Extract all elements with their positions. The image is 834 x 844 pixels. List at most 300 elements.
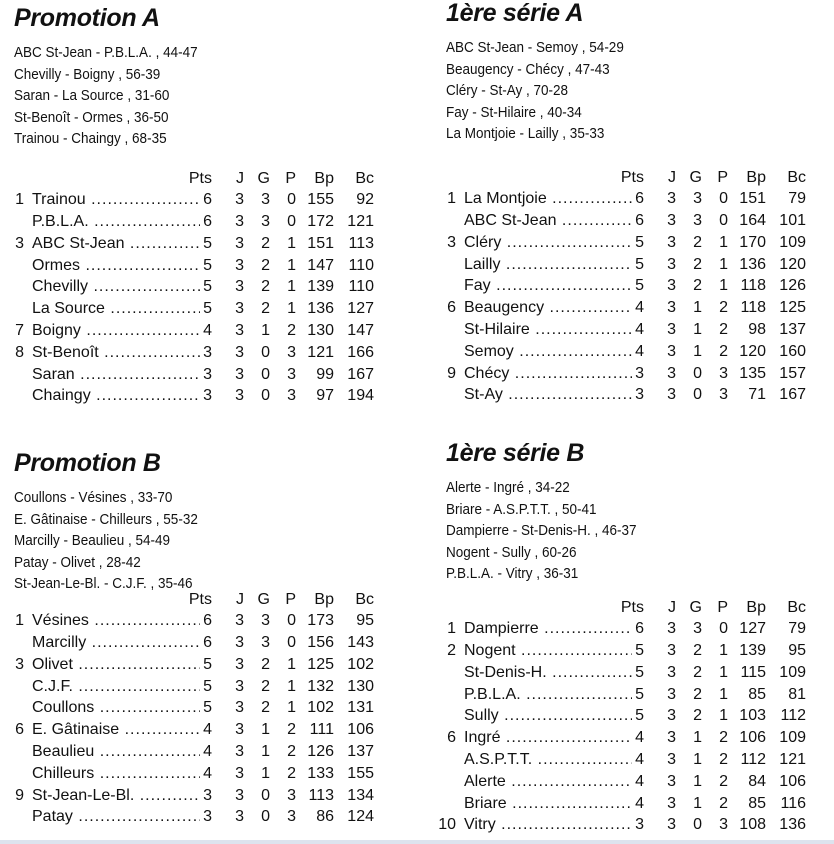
stat-bp: 106 [739,729,766,747]
team-name: Ingré ..... [464,727,632,749]
stat-p: 3 [287,786,296,804]
result-line: P.B.L.A. - Vitry , 36-31 [446,565,579,582]
stat-j: 3 [667,685,676,703]
stat-bp: 172 [307,213,334,231]
stat-pts: 5 [635,707,644,725]
stat-bp: 132 [307,677,334,695]
stat-j: 3 [667,321,676,339]
stat-g: 2 [693,642,702,660]
stat-pts: 6 [203,191,212,209]
column-header: Pts [188,169,212,187]
result-line: St-Benoît - Ormes , 36-50 [14,108,169,126]
stat-pts: 3 [635,386,644,404]
table-row [446,297,834,319]
stat-bc: 120 [779,255,806,273]
stat-bp: 136 [739,255,766,273]
stat-bc: 102 [347,655,374,673]
stat-p: 1 [719,255,728,273]
stat-p: 1 [719,277,728,295]
rank: 6 [447,299,456,317]
stat-g: 0 [261,808,270,826]
stat-pts: 6 [203,634,212,652]
section-title: 1ère série A [446,0,584,27]
result-line: Fay - St-Hilaire , 40-34 [446,103,582,121]
column-header: P [717,168,728,186]
stat-pts: 4 [635,751,644,769]
stat-bp: 173 [307,612,334,630]
stat-pts: 3 [635,816,644,834]
team-name: Olivet ..... [32,654,200,676]
stat-pts: 3 [203,786,212,804]
stat-p: 2 [719,299,728,317]
table-row [14,676,414,698]
team-name: P.B.L.A. ..... [32,211,200,233]
stat-g: 2 [693,685,702,703]
rank: 9 [15,786,24,804]
team-name: Dampierre ..... [464,618,632,640]
column-header: Bp [314,169,334,187]
team-name: Chevilly ..... [32,276,200,298]
stat-g: 0 [693,386,702,404]
column-header: P [285,590,296,608]
stat-bp: 156 [307,634,334,652]
stat-bc: 121 [347,213,374,231]
result-line: Coullons - Vésines , 33-70 [14,489,173,506]
stat-bc: 137 [779,321,806,339]
stat-bp: 170 [739,233,766,251]
column-header: G [257,590,270,608]
stat-pts: 3 [203,343,212,361]
result-line: Patay - Olivet , 28-42 [14,553,141,571]
stat-g: 1 [693,751,702,769]
column-header: Bc [355,169,374,187]
standings-table [14,589,414,829]
table-row [14,806,414,828]
team-name: St-Benoît ..... [32,342,200,364]
result-line: E. Gâtinaise - Chilleurs , 55-32 [14,510,198,528]
stat-g: 1 [693,772,702,790]
stat-j: 3 [235,612,244,630]
stat-bp: 155 [307,191,334,209]
stat-p: 1 [719,707,728,725]
stat-g: 2 [693,663,702,681]
stat-j: 3 [235,721,244,739]
stat-g: 0 [261,786,270,804]
stat-p: 1 [287,278,296,296]
team-name: Chécy ..... [464,363,632,385]
stat-g: 0 [261,387,270,405]
stat-g: 2 [261,699,270,717]
table-row [446,727,834,749]
block-premiere-serie-b [438,439,834,836]
stat-bc: 79 [788,620,806,638]
stat-j: 3 [667,729,676,747]
stat-p: 2 [719,729,728,747]
stat-bp: 102 [307,699,334,717]
stat-bc: 134 [347,786,374,804]
stat-bp: 147 [307,256,334,274]
team-name: Marcilly ..... [32,632,200,654]
column-header: Pts [620,598,644,616]
stat-p: 2 [719,321,728,339]
stat-pts: 5 [635,663,644,681]
column-header: Bc [787,168,806,186]
stat-pts: 3 [203,808,212,826]
stat-p: 3 [719,386,728,404]
table-row [14,610,414,632]
table-row [14,719,414,741]
table-row [14,364,414,386]
stat-p: 2 [719,342,728,360]
stat-p: 0 [287,213,296,231]
team-name: St-Jean-Le-Bl. ..... [32,785,200,807]
stat-bc: 81 [788,685,806,703]
stat-bc: 101 [779,212,806,230]
stat-bp: 139 [739,642,766,660]
stat-bc: 95 [356,612,374,630]
stat-pts: 5 [635,642,644,660]
stat-pts: 5 [635,685,644,703]
stat-g: 1 [261,743,270,761]
stat-g: 2 [261,234,270,252]
stat-bp: 111 [309,721,334,739]
stat-bc: 147 [347,322,374,340]
stat-p: 1 [287,655,296,673]
stat-g: 3 [261,634,270,652]
result-line: Briare - A.S.P.T.T. , 50-41 [446,500,597,518]
stat-bc: 127 [347,300,374,318]
team-name: Beaugency ..... [464,297,632,319]
stat-bc: 160 [779,342,806,360]
team-name: Fay ..... [464,275,632,297]
rank: 10 [438,816,456,834]
stat-bc: 131 [347,699,374,717]
table-row [14,233,414,255]
team-name: ABC St-Jean ..... [32,233,200,255]
table-header [446,167,834,189]
table-row [446,640,834,662]
stat-g: 3 [693,620,702,638]
stat-bc: 137 [347,743,374,761]
stat-bc: 125 [779,299,806,317]
table-header [446,597,834,619]
stat-j: 3 [235,699,244,717]
stat-pts: 4 [635,299,644,317]
table-row [446,384,834,406]
team-name: St-Denis-H. ..... [464,662,632,684]
stat-j: 3 [235,256,244,274]
stat-bc: 116 [780,794,806,812]
stat-j: 3 [235,343,244,361]
table-row [446,793,834,815]
team-name: Patay ..... [32,806,200,828]
table-row [446,363,834,385]
stat-g: 3 [261,191,270,209]
team-name: Chaingy ..... [32,385,200,407]
stat-bp: 118 [740,299,766,317]
team-name: La Montjoie ..... [464,188,632,210]
stat-bp: 135 [739,364,766,382]
stat-p: 0 [719,190,728,208]
stat-p: 1 [719,663,728,681]
team-name: Saran ..... [32,364,200,386]
stat-g: 2 [693,233,702,251]
stat-bp: 125 [307,655,334,673]
team-name: Trainou ..... [32,189,200,211]
stat-j: 3 [667,233,676,251]
stat-pts: 4 [203,322,212,340]
stat-bp: 84 [748,772,766,790]
table-row [446,662,834,684]
block-promotion-a [14,4,414,407]
stat-pts: 6 [635,190,644,208]
stat-bc: 167 [347,365,374,383]
team-name: ABC St-Jean ..... [464,210,632,232]
stat-bp: 85 [748,794,766,812]
stat-g: 0 [693,364,702,382]
table-row [14,342,414,364]
stat-p: 2 [719,794,728,812]
stat-bp: 71 [748,386,766,404]
stat-g: 3 [261,612,270,630]
stat-bp: 151 [739,190,766,208]
rank: 6 [15,721,24,739]
stat-j: 3 [667,816,676,834]
stat-bc: 113 [348,234,374,252]
stat-pts: 4 [203,764,212,782]
stat-pts: 5 [635,233,644,251]
stat-p: 2 [287,721,296,739]
stat-p: 1 [287,677,296,695]
stat-p: 3 [719,816,728,834]
stat-pts: 5 [203,300,212,318]
table-row [446,341,834,363]
rank: 7 [15,322,24,340]
stat-g: 2 [693,277,702,295]
stat-p: 1 [287,699,296,717]
stat-j: 3 [667,299,676,317]
stat-g: 2 [693,255,702,273]
team-name: Boigny ..... [32,320,200,342]
stat-p: 1 [719,642,728,660]
stat-bp: 120 [739,342,766,360]
rank: 6 [447,729,456,747]
table-row [14,785,414,807]
stat-j: 3 [235,387,244,405]
stat-j: 3 [235,743,244,761]
stat-j: 3 [667,212,676,230]
stat-pts: 3 [203,387,212,405]
results-list [14,487,414,595]
column-header: Pts [620,168,644,186]
stat-g: 2 [261,655,270,673]
table-row [14,189,414,211]
result-line: Nogent - Sully , 60-26 [446,543,577,561]
result-line: Chevilly - Boigny , 56-39 [14,65,161,83]
stat-bc: 130 [347,677,374,695]
stat-p: 0 [719,212,728,230]
table-row [446,275,834,297]
stat-bp: 113 [308,786,334,804]
stat-pts: 6 [635,212,644,230]
stat-bc: 126 [779,277,806,295]
stat-j: 3 [667,663,676,681]
stat-pts: 6 [635,620,644,638]
stat-bc: 106 [779,772,806,790]
table-header [14,589,414,611]
stat-bp: 151 [307,234,334,252]
table-row [446,254,834,276]
column-header: Bp [314,590,334,608]
results-list [446,477,834,585]
stat-g: 2 [261,256,270,274]
stat-g: 3 [693,190,702,208]
stat-bp: 115 [740,663,766,681]
rank: 1 [15,612,24,630]
stat-bc: 143 [347,634,374,652]
rank: 3 [15,234,24,252]
stat-bp: 121 [307,343,334,361]
stat-p: 0 [287,634,296,652]
stat-j: 3 [667,364,676,382]
team-name: Cléry ..... [464,232,632,254]
column-header: G [257,169,270,187]
stat-pts: 5 [203,655,212,673]
stat-j: 3 [235,213,244,231]
stat-pts: 4 [635,729,644,747]
stat-pts: 3 [635,364,644,382]
result-line: Trainou - Chaingy , 68-35 [14,130,167,147]
stat-p: 2 [719,772,728,790]
table-row [446,771,834,793]
stat-pts: 4 [635,321,644,339]
table-row [438,814,834,836]
result-line: Alerte - Ingré , 34-22 [446,479,570,496]
team-name: La Source ..... [32,298,200,320]
stat-bc: 110 [348,278,374,296]
stat-j: 3 [235,655,244,673]
team-name: P.B.L.A. ..... [464,684,632,706]
stat-g: 0 [693,816,702,834]
stat-g: 0 [261,365,270,383]
table-row [446,188,834,210]
team-name: Ormes ..... [32,255,200,277]
stat-j: 3 [667,255,676,273]
stat-bc: 79 [788,190,806,208]
stat-p: 3 [287,365,296,383]
stat-pts: 4 [203,721,212,739]
stat-p: 3 [719,364,728,382]
stat-pts: 6 [203,213,212,231]
standings-table [446,167,834,407]
stat-p: 2 [287,743,296,761]
table-row [14,763,414,785]
stat-bp: 127 [739,620,766,638]
column-header: Bc [787,598,806,616]
stat-j: 3 [235,365,244,383]
stat-j: 3 [667,751,676,769]
rank: 3 [15,655,24,673]
stat-bp: 108 [739,816,766,834]
stat-bp: 99 [316,365,334,383]
stat-j: 3 [667,642,676,660]
team-name: Lailly ..... [464,254,632,276]
stat-p: 0 [719,620,728,638]
team-name: Beaulieu ..... [32,741,200,763]
stat-j: 3 [235,191,244,209]
table-row [446,749,834,771]
stat-g: 1 [693,321,702,339]
stat-bp: 112 [740,751,766,769]
rank: 3 [447,233,456,251]
results-list [14,42,414,150]
stat-pts: 6 [203,612,212,630]
team-name: Sully ..... [464,705,632,727]
stat-pts: 4 [635,794,644,812]
team-name: Coullons ..... [32,697,200,719]
stat-p: 0 [287,191,296,209]
section-title: Promotion A [14,4,160,32]
column-header: J [668,168,676,186]
stat-p: 1 [287,300,296,318]
stat-j: 3 [667,620,676,638]
stat-j: 3 [667,190,676,208]
stat-g: 3 [693,212,702,230]
table-row [14,385,414,407]
stat-pts: 5 [203,699,212,717]
column-header: P [717,598,728,616]
column-header: J [668,598,676,616]
stat-pts: 3 [203,365,212,383]
stat-g: 1 [261,764,270,782]
rank: 8 [15,343,24,361]
stat-bc: 167 [779,386,806,404]
rank: 1 [447,620,456,638]
column-header: Pts [188,590,212,608]
result-line: Marcilly - Beaulieu , 54-49 [14,532,171,549]
stat-g: 2 [261,278,270,296]
stat-pts: 4 [203,743,212,761]
stat-bc: 92 [356,191,374,209]
stat-j: 3 [667,386,676,404]
stat-g: 2 [261,300,270,318]
stat-bc: 166 [347,343,374,361]
stat-bp: 86 [316,808,334,826]
table-row [14,320,414,342]
standings-table [14,168,414,408]
results-list [446,37,834,145]
stat-bc: 109 [779,663,806,681]
stat-bc: 157 [779,364,806,382]
stat-pts: 4 [635,772,644,790]
stat-j: 3 [235,808,244,826]
stat-p: 2 [287,764,296,782]
stat-g: 3 [261,213,270,231]
stat-bp: 85 [748,685,766,703]
standings-table [438,597,834,837]
team-name: Alerte ..... [464,771,632,793]
team-name: St-Ay ..... [464,384,632,406]
result-line: Dampierre - St-Denis-H. , 46-37 [446,522,637,539]
column-header: G [689,598,702,616]
stat-pts: 5 [203,256,212,274]
team-name: Nogent ..... [464,640,632,662]
team-name: Semoy ..... [464,341,632,363]
stat-bp: 98 [748,321,766,339]
result-line: ABC St-Jean - P.B.L.A. , 44-47 [14,44,198,61]
team-name: Vésines ..... [32,610,200,632]
stat-bc: 112 [780,707,806,725]
